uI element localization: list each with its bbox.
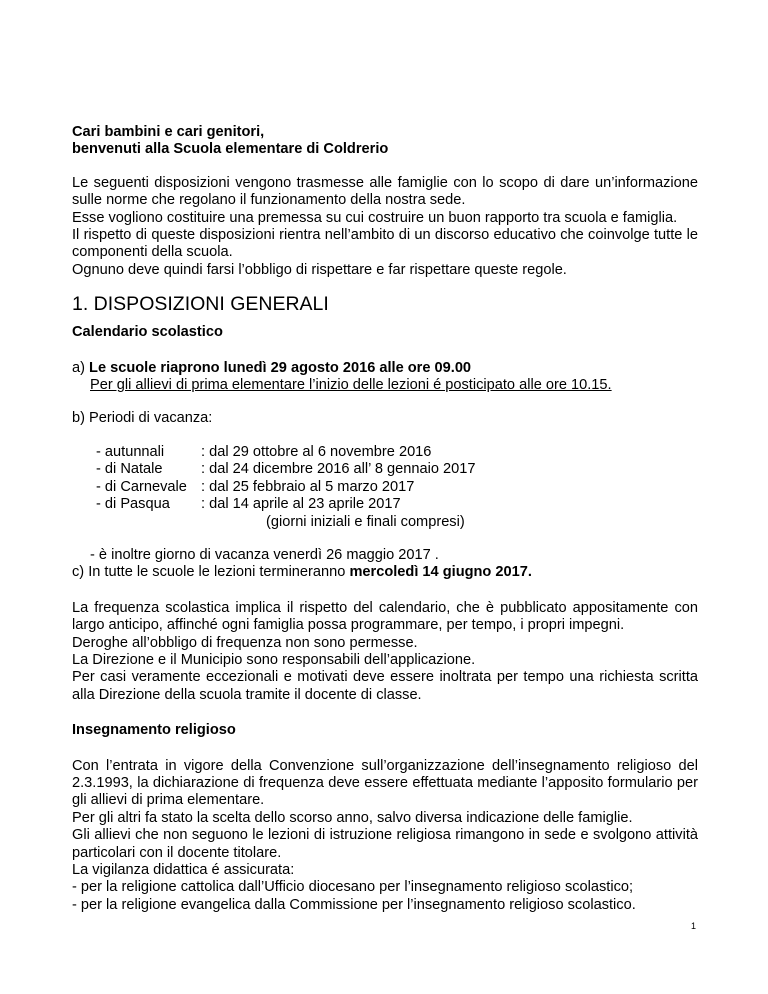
- frequency-paragraph: La frequenza scolastica implica il rispetto del calendario, che è pubblicato appositamente con largo anticipo, affinché ogni famiglia possa programmare, per tempo, i propri impegni.: [72, 599, 698, 634]
- religion-paragraph: - per la religione evangelica dalla Commissione per l’insegnamento religioso scolastico.: [72, 896, 636, 913]
- calendar-item-b: b) Periodi di vacanza:: [72, 410, 213, 427]
- section-title: 1. DISPOSIZIONI GENERALI: [72, 293, 329, 316]
- intro-paragraph: Il rispetto di queste disposizioni rientra nell’ambito di un discorso educativo che coinvolge tutte le componenti della scuola.: [72, 227, 698, 261]
- religion-paragraph: La vigilanza didattica é assicurata:: [72, 862, 295, 878]
- calendar-heading: Calendario scolastico: [72, 324, 223, 341]
- vacation-dates: : dal 29 ottobre al 6 novembre 2016: [201, 443, 432, 460]
- frequency-paragraph: Deroghe all’obbligo di frequenza non sono permesse.: [72, 634, 418, 651]
- vacation-row: [72, 444, 698, 461]
- first-grade-note: [72, 377, 698, 394]
- frequency-paragraph: La Direzione e il Municipio sono responsabili dell’applicazione.: [72, 651, 476, 668]
- vacation-row: [72, 496, 698, 513]
- religion-heading: Insegnamento religioso: [72, 722, 236, 739]
- document-body: [72, 124, 698, 914]
- item-a-prefix: a): [72, 359, 90, 376]
- religion-paragraph: - per la religione cattolica dall’Ufficio diocesano per l’insegnamento religioso scolastico;: [72, 879, 634, 896]
- vacation-dates: : dal 24 dicembre 2016 all’ 8 gennaio 2017: [201, 461, 476, 478]
- religion-paragraph: Per gli altri fa stato la scelta dello scorso anno, salvo diversa indicazione delle famiglie.: [72, 809, 633, 826]
- first-grade-note-text: Per gli allievi di prima elementare l’inizio delle lezioni é posticipato alle ore 10.15.: [90, 377, 612, 394]
- religion-block: [72, 758, 698, 915]
- intro-paragraph: Esse vogliono costituire una premessa su cui costruire un buon rapporto tra scuola e famiglia.: [72, 209, 678, 226]
- vacation-name: - autunnali: [96, 443, 165, 460]
- vacation-dates: : dal 25 febbraio al 5 marzo 2017: [201, 478, 415, 495]
- item-c-text: c) In tutte le scuole le lezioni termineranno: [72, 564, 350, 581]
- vacation-row: [72, 479, 698, 496]
- frequency-block: [72, 600, 698, 704]
- intro-paragraph: Le seguenti disposizioni vengono trasmesse alle famiglie con lo scopo di dare un’informazione sulle norme che regolano il funzionamento della nostra sede.: [72, 174, 698, 209]
- calendar-item-c: [72, 564, 698, 581]
- vacation-name: - di Carnevale: [96, 478, 187, 495]
- calendar-item-a: [72, 360, 698, 377]
- greeting-line-1: Cari bambini e cari genitori,: [72, 124, 265, 140]
- school-start-date: Le scuole riaprono lunedì 29 agosto 2016 alle ore 09.00: [89, 359, 472, 376]
- page-number: 1: [690, 921, 696, 931]
- vacation-name: - di Natale: [96, 461, 163, 478]
- vacation-list: [72, 444, 698, 531]
- intro-paragraph: Ognuno deve quindi farsi l’obbligo di rispettare e far rispettare queste regole.: [72, 261, 567, 278]
- greeting-line-2: benvenuti alla Scuola elementare di Coldrerio: [72, 141, 389, 158]
- religion-paragraph: Con l’entrata in vigore della Convenzione sull’organizzazione dell’insegnamento religioso del 2.3.1993, la dichiarazione di frequenza deve essere effettuata mediante l’apposito formulario per gli allievi di prima elementare.: [72, 757, 698, 809]
- frequency-paragraph: Per casi veramente eccezionali e motivati deve essere inoltrata per tempo una richiesta scritta alla Direzione della scuola tramite il docente di classe.: [72, 669, 698, 703]
- school-end-date: mercoledì 14 giugno 2017.: [349, 564, 532, 581]
- vacation-dates: : dal 14 aprile al 23 aprile 2017: [201, 496, 401, 513]
- vacation-name: - di Pasqua: [96, 496, 170, 513]
- intro-block: [72, 175, 698, 279]
- religion-paragraph: Gli allievi che non seguono le lezioni di istruzione religiosa rimangono in sede e svolgono attività particolari con il docente titolare.: [72, 827, 698, 861]
- vacation-note: (giorni iniziali e finali compresi): [266, 513, 465, 530]
- extra-holiday: - è inoltre giorno di vacanza venerdì 26 maggio 2017 .: [90, 546, 439, 563]
- vacation-row: [72, 461, 698, 478]
